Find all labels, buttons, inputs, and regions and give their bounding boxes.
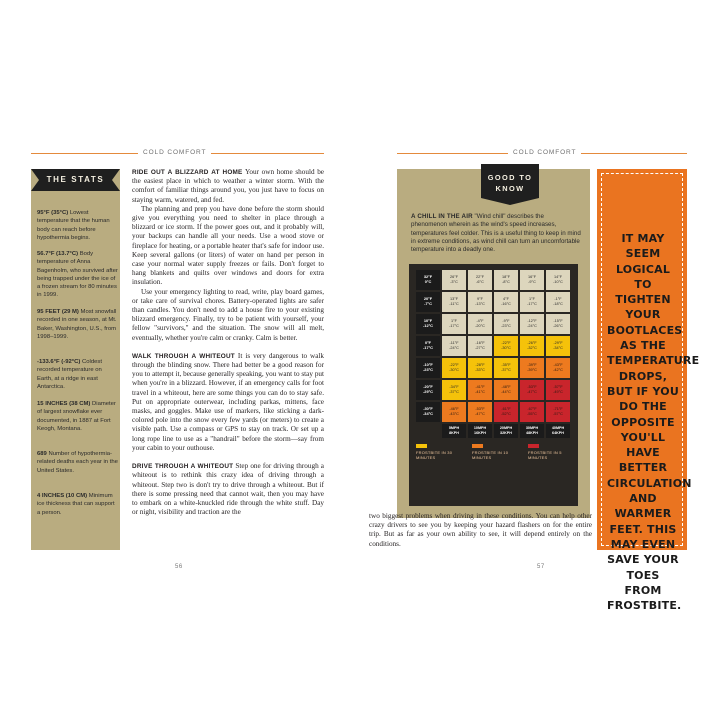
wind-chill-value: -46°F [449,407,459,412]
stat-text: Number of hypothermia-related deaths each year in the United States. [37,451,118,474]
stat-value: 689 [37,451,47,457]
stat-item [37,250,119,300]
stat-item [37,400,119,433]
wind-chill-value: -28°F [475,363,485,368]
section-heading: WALK THROUGH A WHITEOUT [132,352,235,360]
wind-chill-value: -47°C [527,390,537,394]
wind-chill-cell [442,380,466,400]
wind-chill-value: -37°C [501,368,511,372]
wind-chill-cell [546,270,570,290]
wind-chill-value: 4°F [503,297,509,302]
wind-chill-cell [520,380,544,400]
good-to-know-text [411,213,581,254]
wind-chill-row-header [416,380,440,400]
col-header-label: 30MPH [525,426,539,431]
article-body [132,168,324,517]
stat-item [37,308,119,341]
paragraph: Use your emergency lighting to read, write, play board games, or take care of survival chores. Battery-operated lights are safer than candles. You don't need to add a house fire to your existing blizzard emergency. Finally, try to be patient with yourself, your fellow "survivors," and the situation. The snow will all melt, eventually, whether you're calm or cranky. Calm is better. [132,287,324,342]
wind-chill-cell [468,314,492,334]
wind-chill-table [409,264,578,506]
wind-chill-cell [468,380,492,400]
row-header-label: 20°F [423,296,433,302]
good-to-know-badge [481,164,539,198]
wind-chill-value: -23°C [501,324,511,328]
wind-chill-row-header [416,358,440,378]
wind-chill-value: -57°F [553,385,563,390]
wind-chill-value: -30°C [501,346,511,350]
wind-chill-cell [520,402,544,422]
row-header-label: 0°C [424,279,432,284]
wind-chill-value: -71°F [553,407,563,412]
row-header-label: 0°F [424,340,432,346]
wind-chill-cell [520,358,544,378]
legend-label: FROSTBITE IN 10 MINUTES [472,450,509,460]
wind-chill-value: -3°C [450,280,458,284]
wind-chill-value: -4°F [476,319,484,324]
col-header-label: 8KPH [449,431,459,435]
wind-chill-value: -9°F [502,319,510,324]
wind-chill-value: -15°F [553,319,563,324]
wind-chill-value: 9°F [477,297,483,302]
wind-chill-cell [468,358,492,378]
wind-chill-value: -11°F [449,341,459,346]
legend-label: FROSTBITE IN 30 MINUTES [416,450,453,460]
wind-chill-col-header [520,424,544,438]
wind-chill-row-header [416,270,440,290]
wind-chill-cell [468,292,492,312]
stat-value: 56.7°F (13.7°C) [37,251,79,257]
wind-chill-value: -11°C [449,302,459,306]
wind-chill-value: -32°C [527,346,537,350]
stat-value: 4 INCHES (10 CM) [37,493,88,499]
wind-chill-value: 26°F [449,275,459,280]
wind-chill-col-header [494,424,518,438]
wind-chill-value: -13°C [475,302,485,306]
wind-chill-value: 18°F [501,275,511,280]
col-header-label: 20MPH [499,426,513,431]
wind-chill-cell [546,380,570,400]
stat-text: Diameter of largest snowflake ever documented, in 1887 at Fort Keogh, Montana. [37,401,116,432]
stat-text: Lowest temperature that the human body can reach before hypothermia begins. [37,210,110,241]
wind-chill-value: -17°C [449,324,459,328]
pull-quote: IT MAY SEEM LOGICAL TO TIGHTEN YOUR BOOTLACES AS THE TEMPERATURE DROPS, BUT IF YOU DO THE OPPOSITE YOU'LL HAVE BETTER CIRCULATION AND WARMER FEET. THIS MAY EVEN SAVE YOUR TOES FROM FROSTBITE. [607,232,700,613]
stat-text: Most snowfall recorded in one season, at Mt. Baker, Washington, U.S., from 1998–1999. [37,309,117,340]
wind-chill-cell [494,270,518,290]
wind-chill-value: -67°F [527,407,537,412]
wind-chill-value: 14°F [553,275,563,280]
row-header-label: -20°F [423,384,433,390]
wind-chill-value: -22°F [501,341,511,346]
wind-chill-value: -1°F [554,297,562,302]
col-header-label: 16KPH [474,431,486,435]
wind-chill-cell [494,358,518,378]
stats-sidebar [31,169,120,550]
wind-chill-value: -20°C [475,324,485,328]
stats-title: THE STATS [46,175,105,184]
wind-chill-value: -61°F [501,407,511,412]
wind-chill-value: -41°C [475,390,485,394]
wind-chill-cell [494,336,518,356]
row-header-label: -34°C [423,411,433,416]
wind-chill-value: 16°F [527,275,537,280]
wind-chill-value: -30°C [449,368,459,372]
wind-chill-value: 13°F [449,297,459,302]
wind-chill-row-header [416,402,440,422]
col-header-label: 5MPH [448,426,460,431]
wind-chill-value: -10°C [553,280,563,284]
wind-chill-value: -37°C [449,390,459,394]
wind-chill-row-header [416,314,440,334]
row-header-label: -12°C [423,323,433,328]
wind-chill-row-header [416,336,440,356]
wind-chill-value: -53°F [527,385,537,390]
section-heading: RIDE OUT A BLIZZARD AT HOME [132,169,243,176]
row-header-label: -10°F [423,362,433,368]
wind-chill-col-header [442,424,466,438]
wind-chill-cell [546,292,570,312]
running-head: COLD COMFORT [508,149,581,156]
wind-chill-cell [468,336,492,356]
row-header-label: -30°F [423,406,433,412]
wind-chill-cell [546,402,570,422]
wind-chill-value: -53°F [475,407,485,412]
wind-chill-cell [442,314,466,334]
wind-chill-value: -57°C [553,412,563,416]
wind-chill-cell [494,292,518,312]
row-header-label: 10°F [423,318,433,324]
wind-chill-cell [468,270,492,290]
wind-chill-value: 1°F [451,319,457,324]
stat-item [37,450,119,475]
wind-chill-col-header [468,424,492,438]
wind-chill-value: -26°F [527,341,537,346]
wind-chill-value: -34°C [553,346,563,350]
quote-panel [597,169,700,613]
legend-swatch [472,444,483,448]
running-head: COLD COMFORT [138,149,211,156]
wind-chill-value: -55°C [527,412,537,416]
wind-chill-cell [520,336,544,356]
good-to-know-heading: A CHILL IN THE AIR [411,213,473,220]
wind-chill-cell [468,402,492,422]
badge-line: KNOW [495,184,525,193]
wind-chill-value: -18°C [553,302,563,306]
wind-chill-cell [442,402,466,422]
stats-badge [31,169,120,191]
wind-chill-value: -6°C [476,280,484,284]
wind-chill-cell [442,292,466,312]
wind-chill-value: -39°F [527,363,537,368]
wind-chill-cell [546,336,570,356]
wind-chill-value: -27°C [475,346,485,350]
wind-chill-value: -47°C [475,412,485,416]
row-header-label: -17°C [423,345,433,350]
wind-chill-value: -8°C [502,280,510,284]
wind-chill-value: -24°C [527,324,537,328]
stat-value: -133.6°F (-92°C) [37,359,81,365]
stat-text: Body temperature of Anna Bagenholm, who survived after being trapped under the ice of a frozen stream for 80 minutes in 1999. [37,251,118,299]
stat-value: 15 INCHES (38 CM) [37,401,91,407]
legend-label: FROSTBITE IN 5 MINUTES [528,450,562,460]
wind-chill-value: -34°F [449,385,459,390]
paragraph-text: Step one for driving through a whiteout is to rethink this crazy idea of driving through a whiteout. Step two is don't try to drive through a whiteout. But if there is some pressing need that cannot wait, then you may have to embark on a white-knuckled ride through the white stuff. Day or night, visibility and traction are the [132,462,325,517]
stat-text: Coldest recorded temperature on Earth, at a ridge in east Antarctica. [37,359,102,390]
wind-chill-value: -16°F [475,341,485,346]
wind-chill-value: -22°F [449,363,459,368]
badge-line: GOOD TO [487,173,533,182]
page-number: 57 [537,564,545,570]
wind-chill-value: -43°C [449,412,459,416]
col-header-label: 32KPH [500,431,512,435]
wind-chill-value: -35°F [501,363,511,368]
wind-chill-col-header [546,424,570,438]
wind-chill-row-header [416,292,440,312]
stat-item [37,358,119,391]
col-header-label: 10MPH [473,426,487,431]
wind-chill-value: -29°F [553,341,563,346]
paragraph-text: Your own home should be the easiest place in which to weather a winter storm. With the comfort of familiar things around you, you just have to focus on staying warm, watered, and fed. [132,168,325,204]
wind-chill-value: -26°C [553,324,563,328]
legend-swatch [416,444,427,448]
wind-chill-value: -44°C [501,390,511,394]
wind-chill-value: -9°C [528,280,536,284]
wind-chill-cell [494,380,518,400]
wind-chill-cell [442,336,466,356]
article-continuation: two biggest problems when driving in these conditions. You can help other crazy drivers to see you by keeping your hazard flashers on for the entire trip. But as far as your own ability to see, it will depend entirely on the conditions. [369,512,592,548]
wind-chill-value: -33°C [475,368,485,372]
wind-chill-value: -52°C [501,412,511,416]
wind-chill-value: -48°F [501,385,511,390]
wind-chill-cell [442,270,466,290]
page-number: 56 [175,564,183,570]
good-to-know-body: "Wind chill" describes the phenomenon wherein as the wind's speed increases, temperatures feel colder. This is a useful thing to keep in mind in extreme conditions, as wind chill can turn an uncomfortable temperature into a deadly one. [411,213,581,254]
wind-chill-cell [546,314,570,334]
row-header-label: 32°F [423,274,433,280]
wind-chill-value: -42°C [553,368,563,372]
wind-chill-value: -17°C [527,302,537,306]
paragraph: The planning and prep you have done before the storm should give you everything you need to shelter in place through a blizzard or ice storm. If the power goes out, and it probably will, your backups can handle all your needs. Use a wood stove or fireplace for heating, or a portable heater that's safe for indoor use. Keep several gallons (or liters) of water on hand per person in case your normal water supply freezes or fails. Don't forget to hang blankets and quilts over windows and doors for extra insulation. [132,204,324,287]
wind-chill-cell [520,270,544,290]
wind-chill-value: 22°F [475,275,485,280]
col-header-label: 48KPH [526,431,538,435]
stat-text: Minimum ice thickness that can support a person. [37,493,115,516]
wind-chill-cell [546,358,570,378]
wind-chill-value: -49°C [553,390,563,394]
stat-value: 95 FEET (29 M) [37,309,79,315]
wind-chill-value: -12°F [527,319,537,324]
legend-swatch [528,444,539,448]
wind-chill-cell [442,358,466,378]
wind-chill-cell [494,314,518,334]
col-header-label: 64KPH [552,431,564,435]
wind-chill-cell [520,292,544,312]
row-header-label: -7°C [424,301,432,306]
wind-chill-value: -41°F [475,385,485,390]
row-header-label: -23°C [423,367,433,372]
paragraph-text: It is very dangerous to walk through the blinding snow. There had better be a good reason for you to attempt it, because generally speaking, you want to stay put when you're in a blizzard. However, if an emergency calls for foot travel in a whiteout, here are some things you can do to stay safe. Put on appropriate outerwear, including parkas, mittens, face masks, and goggles. Make use of markers, like sticking a dark-colored pole into the snow every few yards (or meters) to create a visible path. Use a compass or GPS to stay on track. Or set up a long rope line to use as a "handrail" before the storm—say from your cabin to your outhouse. [132,351,325,452]
col-header-label: 40MPH [551,426,565,431]
stat-value: 95°F (35°C) [37,210,69,216]
wind-chill-cell [520,314,544,334]
wind-chill-value: 1°F [529,297,535,302]
stat-item [37,492,119,517]
stat-item [37,209,119,242]
wind-chill-value: -16°C [501,302,511,306]
wind-chill-value: -43°F [553,363,563,368]
wind-chill-value: -24°C [449,346,459,350]
row-header-label: -29°C [423,389,433,394]
wind-chill-cell [494,402,518,422]
section-heading: DRIVE THROUGH A WHITEOUT [132,463,234,471]
wind-chill-value: -39°C [527,368,537,372]
